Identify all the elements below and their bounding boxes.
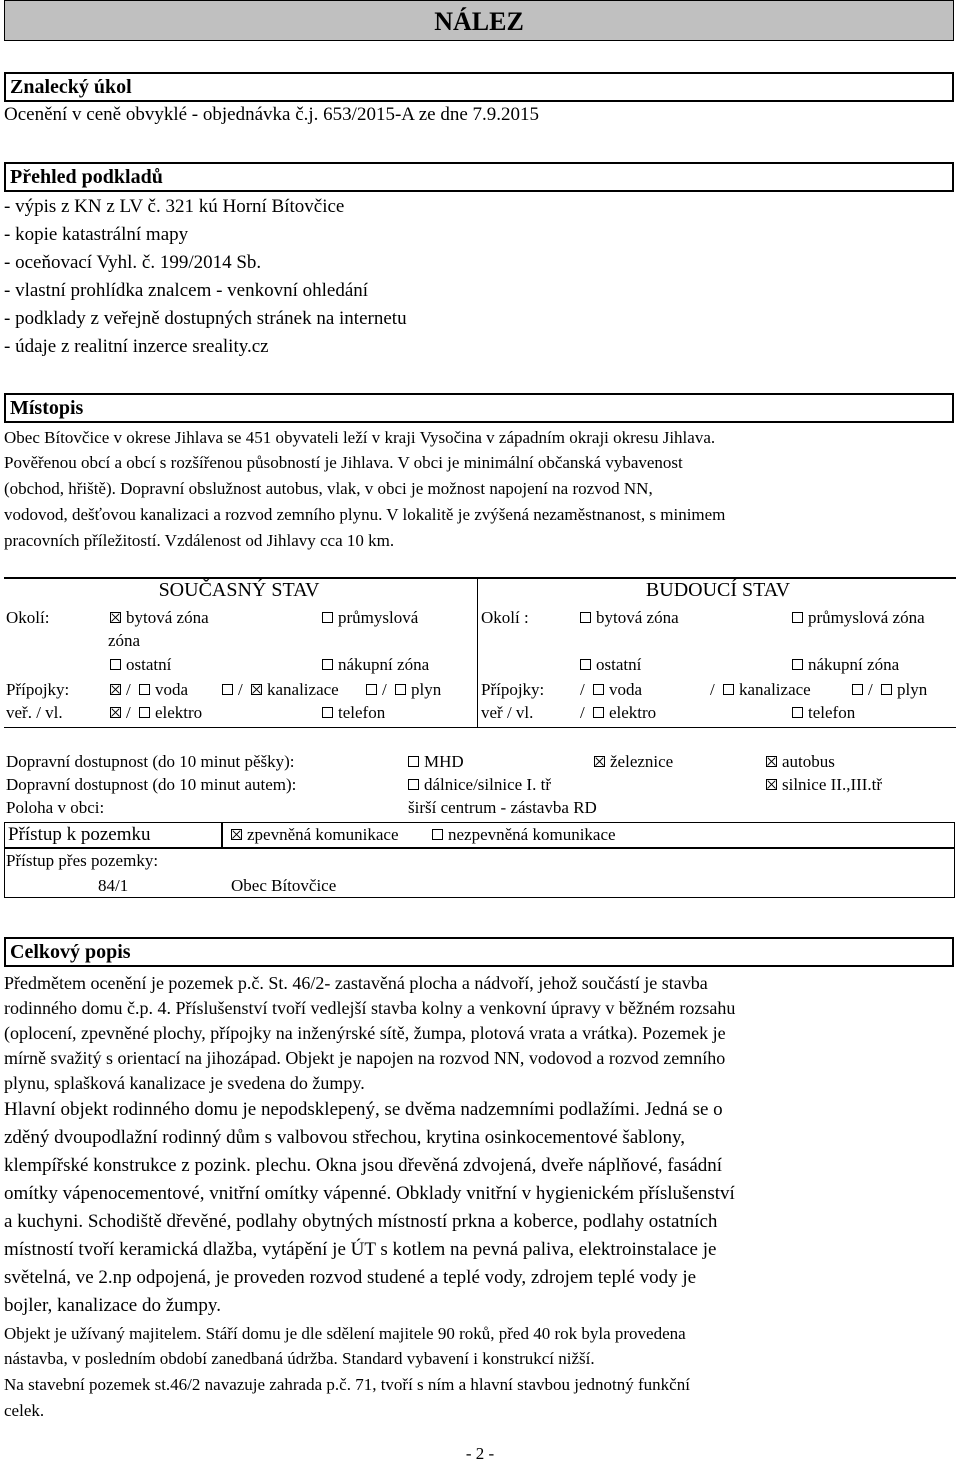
- doprava-pesky-label: Dopravní dostupnost (do 10 minut pěšky):: [6, 752, 295, 771]
- section-heading-popis: Celkový popis: [4, 937, 954, 967]
- ukol-text: Ocenění v ceně obvyklé - objednávka č.j. 653/2015-A ze dne 7.9.2015: [4, 104, 540, 125]
- parcela-owner: Obec Bítovčice: [231, 876, 337, 895]
- autobus-option: autobus: [766, 752, 835, 772]
- checked-box-icon: [110, 707, 121, 718]
- checkbox-icon: [408, 779, 419, 790]
- current-plyn-option: / plyn: [366, 680, 441, 700]
- future-okoli-label: Okolí :: [481, 608, 529, 627]
- podklad-item: - údaje z realitní inzerce sreality.cz: [4, 336, 269, 357]
- mistopis-line: vodovod, dešťovou kanalizaci a rozvod zemního plynu. V lokalitě je zvýšená nezaměstnanost, s minimem: [4, 505, 726, 524]
- popis-p2-line: světelná, ve 2.np odpojená, je proveden rozvod studené a teplé vody, zdrojem teplé vody je: [4, 1267, 697, 1288]
- popis-p1-line: rodinného domu č.p. 4. Příslušenství tvoří vedlejší stavba kolny a venkovní úpravy v běžném rozsahu: [4, 998, 736, 1018]
- future-ver-label: veř / vl.: [481, 703, 534, 722]
- current-pripojky-label: Přípojky:: [6, 680, 70, 699]
- checkbox-icon: [110, 659, 121, 670]
- future-kanalizace-option: / kanalizace: [710, 680, 811, 699]
- poloha-value: širší centrum - zástavba RD: [408, 798, 597, 817]
- future-telefon-option: telefon: [792, 703, 855, 723]
- current-ver-label: veř. / vl.: [6, 703, 63, 722]
- popis-p2-line: omítky vápenocementové, vnitřní omítky vápenné. Obklady vnitřní v hygienickém příslušenství: [4, 1183, 735, 1204]
- checked-box-icon: [110, 612, 121, 623]
- section-heading-podklady: Přehled podkladů: [4, 162, 954, 192]
- mistopis-line: pracovních příležitostí. Vzdálenost od Jihlavy cca 10 km.: [4, 531, 395, 550]
- dalnice-option: dálnice/silnice I. tř: [408, 775, 551, 795]
- current-prumyslova-option: průmyslová: [322, 608, 418, 628]
- checkbox-icon: [432, 829, 443, 840]
- popis-p2-line: klempířské konstrukce z pozink. plechu. Okna jsou dřevěná zdvojená, dveře náplňové, fasádní: [4, 1155, 723, 1176]
- checkbox-icon: [395, 684, 406, 695]
- popis-p2-line: místností tvoří keramická dlažba, vytápění je ÚT s kotlem na pevná paliva, elektroinstalace je: [4, 1239, 717, 1260]
- checked-box-icon: [251, 684, 262, 695]
- zeleznice-option: železnice: [594, 752, 673, 772]
- checkbox-icon: [222, 684, 233, 695]
- checked-box-icon: [110, 684, 121, 695]
- popis-p1-line: (oplocení, zpevněné plochy, přípojky na inženýrské sítě, žumpa, plotová vrata a vrátka). Pozemek je: [4, 1023, 726, 1043]
- section-heading-mistopis: Místopis: [4, 393, 954, 423]
- popis-p2-line: zděný dvoupodlažní rodinný dům s valbovou střechou, krytina osinkocementové šablony,: [4, 1127, 686, 1148]
- checkbox-icon: [322, 707, 333, 718]
- current-kanalizace-option: / kanalizace: [222, 680, 339, 700]
- checkbox-icon: [792, 612, 803, 623]
- future-nakupni-option: nákupní zóna: [792, 655, 899, 675]
- current-telefon-option: telefon: [322, 703, 385, 723]
- checkbox-icon: [408, 756, 419, 767]
- future-ostatni-option: ostatní: [580, 655, 641, 675]
- future-voda-option: / voda: [580, 680, 643, 699]
- current-bytova-option: bytová zóna: [110, 608, 209, 628]
- checkbox-icon: [580, 659, 591, 670]
- checkbox-icon: [580, 612, 591, 623]
- checkbox-icon: [366, 684, 377, 695]
- checkbox-icon: [593, 684, 604, 695]
- popis-p2-line: a kuchyni. Schodiště dřevěné, podlahy obytných místností prkna a koberce, podlahy ostatních: [4, 1211, 718, 1232]
- poloha-label: Poloha v obci:: [6, 798, 105, 817]
- current-okoli-label: Okolí:: [6, 608, 50, 627]
- future-plyn-option: / plyn: [852, 680, 927, 700]
- popis-p1-line: plynu, splašková kanalizace je svedena do žumpy.: [4, 1073, 365, 1093]
- popis-p3-line: nástavba, v posledním období zanedbaná údržba. Standard vybavení i konstrukcí nižší.: [4, 1349, 595, 1368]
- future-prumyslova-option: průmyslová zóna: [792, 608, 925, 628]
- checkbox-icon: [593, 707, 604, 718]
- popis-p2-line: bojler, kanalizace do žumpy.: [4, 1295, 221, 1316]
- checkbox-icon: [139, 684, 150, 695]
- checkbox-icon: [322, 659, 333, 670]
- checkbox-icon: [139, 707, 150, 718]
- mhd-option: MHD: [408, 752, 464, 772]
- future-pripojky-label: Přípojky:: [481, 680, 545, 699]
- parcela-number: 84/1: [98, 876, 129, 895]
- table-bottom-rule: [4, 727, 956, 728]
- mistopis-line: Pověřenou obcí a obcí s rozšířenou působností je Jihlava. V obci je minimální občanská vybavenost: [4, 453, 683, 472]
- mistopis-line: Obec Bítovčice v okrese Jihlava se 451 obyvateli leží v kraji Vysočina v západním okraji okresu Jihlava.: [4, 428, 716, 447]
- podklad-item: - oceňovací Vyhl. č. 199/2014 Sb.: [4, 252, 262, 273]
- popis-p1-line: Předmětem ocenění je pozemek p.č. St. 46/2- zastavěná plocha a nádvoří, jehož součástí je stavba: [4, 973, 708, 993]
- podklad-item: - kopie katastrální mapy: [4, 224, 189, 245]
- zpevnena-option: zpevněná komunikace: [231, 825, 399, 845]
- checked-box-icon: [766, 779, 777, 790]
- checked-box-icon: [231, 829, 242, 840]
- checkbox-icon: [322, 612, 333, 623]
- podklad-item: - podklady z veřejně dostupných stránek na internetu: [4, 308, 407, 329]
- table-divider: [477, 577, 478, 727]
- checkbox-icon: [881, 684, 892, 695]
- current-elektro-option: / elektro: [110, 703, 202, 723]
- doprava-autem-label: Dopravní dostupnost (do 10 minut autem):: [6, 775, 297, 794]
- checkbox-icon: [792, 659, 803, 670]
- current-zona-text: zóna: [108, 631, 141, 650]
- page-title: NÁLEZ: [4, 0, 954, 41]
- current-nakupni-option: nákupní zóna: [322, 655, 429, 675]
- current-state-header: SOUČASNÝ STAV: [158, 579, 320, 601]
- future-state-header: BUDOUCÍ STAV: [645, 579, 791, 601]
- future-elektro-option: / elektro: [580, 703, 657, 722]
- checkbox-icon: [723, 684, 734, 695]
- pristup-label: Přístup k pozemku: [8, 824, 151, 845]
- popis-p2-line: Hlavní objekt rodinného domu je nepodsklepený, se dvěma nadzemními podlažími. Jedná se o: [4, 1099, 723, 1120]
- page-number: - 2 -: [465, 1444, 495, 1463]
- popis-p1-line: mírně svažitý s orientací na jihozápad. Objekt je napojen na rozvod NN, vodovod a rozvod zemního: [4, 1048, 726, 1068]
- checkbox-icon: [852, 684, 863, 695]
- section-heading-ukol: Znalecký úkol: [4, 72, 954, 102]
- podklad-item: - vlastní prohlídka znalcem - venkovní ohledání: [4, 280, 369, 301]
- checkbox-icon: [792, 707, 803, 718]
- popis-p4-line: celek.: [4, 1401, 45, 1420]
- popis-p3-line: Objekt je užívaný majitelem. Stáří domu je dle sdělení majitele 90 roků, před 40 rok byla provedena: [4, 1324, 686, 1343]
- checked-box-icon: [766, 756, 777, 767]
- pristup-pres-label: Přístup přes pozemky:: [6, 851, 159, 870]
- current-voda-option: / voda: [110, 680, 188, 700]
- current-ostatni-option: ostatní: [110, 655, 171, 675]
- silnice-option: silnice II.,III.tř: [766, 775, 882, 795]
- mistopis-line: (obchod, hřiště). Dopravní obslužnost autobus, vlak, v obci je možnost napojení na rozvod NN,: [4, 479, 653, 498]
- podklad-item: - výpis z KN z LV č. 321 kú Horní Bítovčice: [4, 196, 345, 217]
- future-bytova-option: bytová zóna: [580, 608, 679, 628]
- checked-box-icon: [594, 756, 605, 767]
- nezpevnena-option: nezpevněná komunikace: [432, 825, 616, 845]
- popis-p4-line: Na stavební pozemek st.46/2 navazuje zahrada p.č. 71, tvoří s ním a hlavní stavbou jednotný funkční: [4, 1375, 690, 1394]
